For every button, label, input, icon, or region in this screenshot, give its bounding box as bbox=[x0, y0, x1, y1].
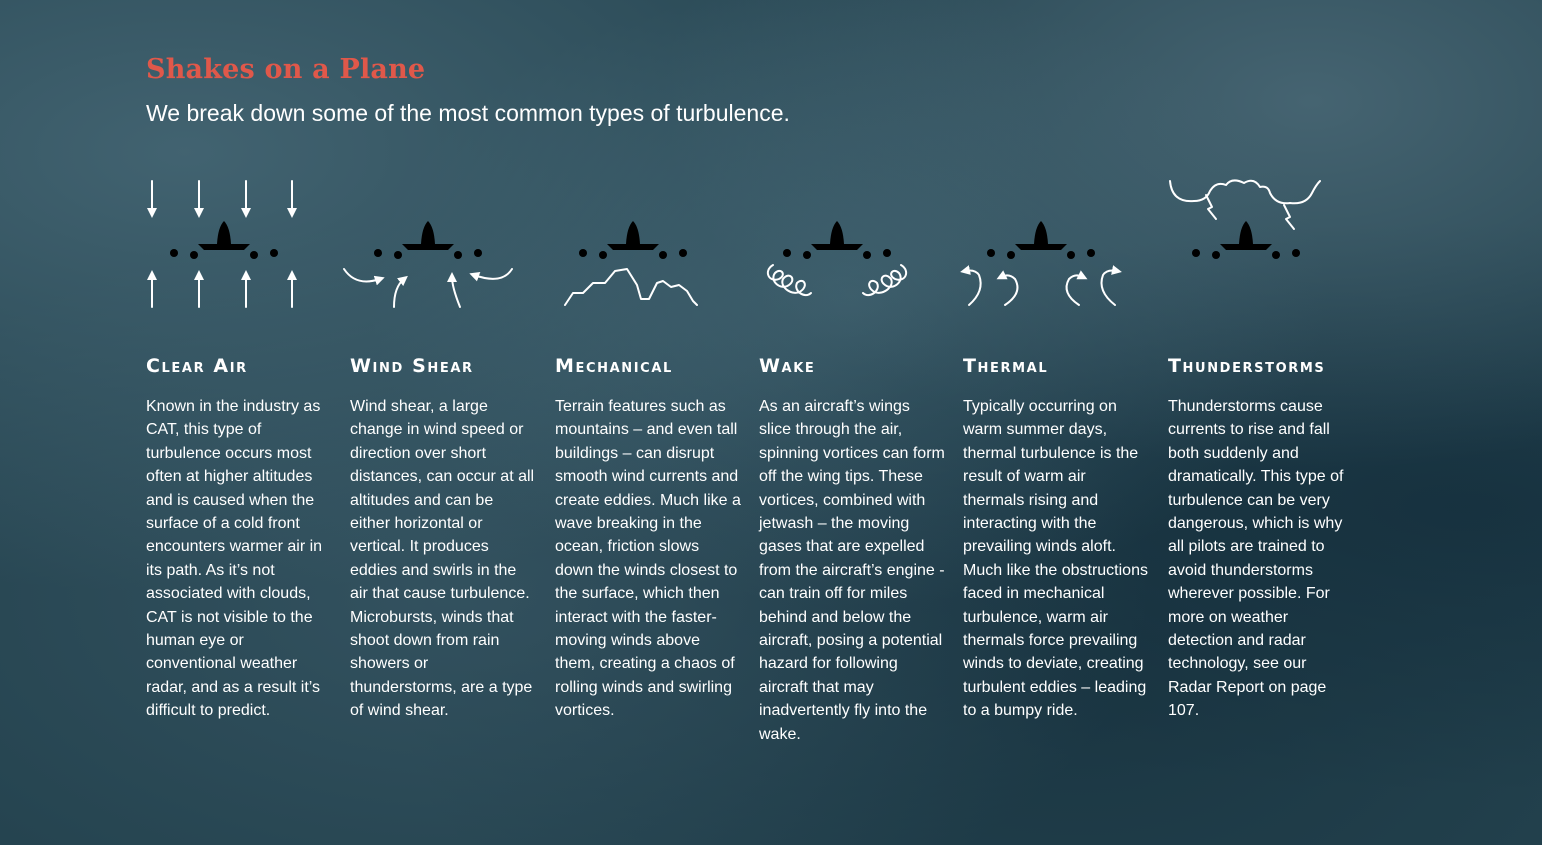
section-body: Thunderstorms cause currents to rise and fall both suddenly and dramatically. This type of turbulence can be very dangerous, which is why all pilots are trained to avoid thunderstorms wherever possible. For more on weather detection and radar technology, see our Radar Report on page 107. bbox=[1168, 398, 1344, 720]
plane-vortices-icon bbox=[751, 175, 923, 315]
section-clear-air bbox=[146, 175, 332, 720]
page-title: Shakes on a Plane bbox=[146, 54, 426, 85]
plane-vertical-arrows-icon bbox=[138, 175, 310, 315]
section-body: Terrain features such as mountains – and even tall buildings – can disrupt smooth wind currents and create eddies. Much like a wave breaking in the ocean, friction slows down the winds closest to the surface, which then interact with the faster-moving winds above them, creating a chaos of rolling winds and swirling vortices. bbox=[555, 398, 741, 720]
section-thunderstorms bbox=[1168, 175, 1354, 720]
section-wake bbox=[759, 175, 945, 743]
section-title: Wind Shear bbox=[350, 355, 474, 377]
section-wind-shear bbox=[350, 175, 536, 720]
section-title: Wake bbox=[759, 355, 816, 377]
section-title: Thunderstorms bbox=[1168, 355, 1326, 377]
section-body: Typically occurring on warm summer days, thermal turbulence is the result of warm air thermals rising and interacting with the prevailing winds aloft. Much like the obstructions faced in mechanical turbulence, warm air thermals force prevailing winds to deviate, creating turbulent eddies – leading to a bumpy ride. bbox=[963, 398, 1148, 720]
page-subtitle: We break down some of the most common types of turbulence. bbox=[146, 100, 790, 126]
section-mechanical bbox=[555, 175, 741, 720]
plane-thermal-arrows-icon bbox=[955, 175, 1127, 315]
section-thermal bbox=[963, 175, 1149, 720]
plane-storm-cloud-icon bbox=[1160, 175, 1332, 315]
plane-curved-arrows-icon bbox=[342, 175, 514, 315]
section-body: As an aircraft’s wings slice through the air, spinning vortices can form off the wing tips. These vortices, combined with jetwash – the moving gases that are expelled from the aircraft’s engine - can train off for miles behind and below the aircraft, posing a potential hazard for following aircraft that may inadvertently fly into the wake. bbox=[759, 398, 945, 743]
section-body: Wind shear, a large change in wind speed or direction over short distances, can occur at all altitudes and can be either horizontal or vertical. It produces eddies and swirls in the air that cause turbulence. Microbursts, winds that shoot down from rain showers or thunderstorms, are a type of wind shear. bbox=[350, 398, 535, 720]
section-title: Thermal bbox=[963, 355, 1049, 377]
plane-terrain-icon bbox=[547, 175, 719, 315]
section-title: Clear Air bbox=[146, 355, 248, 377]
section-body: Known in the industry as CAT, this type of turbulence occurs most often at higher altitudes and is caused when the surface of a cold front encounters warmer air in its path. As it’s not associated with clouds, CAT is not visible to the human eye or conventional weather radar, and as a result it’s difficult to predict. bbox=[146, 398, 323, 720]
section-title: Mechanical bbox=[555, 355, 673, 377]
